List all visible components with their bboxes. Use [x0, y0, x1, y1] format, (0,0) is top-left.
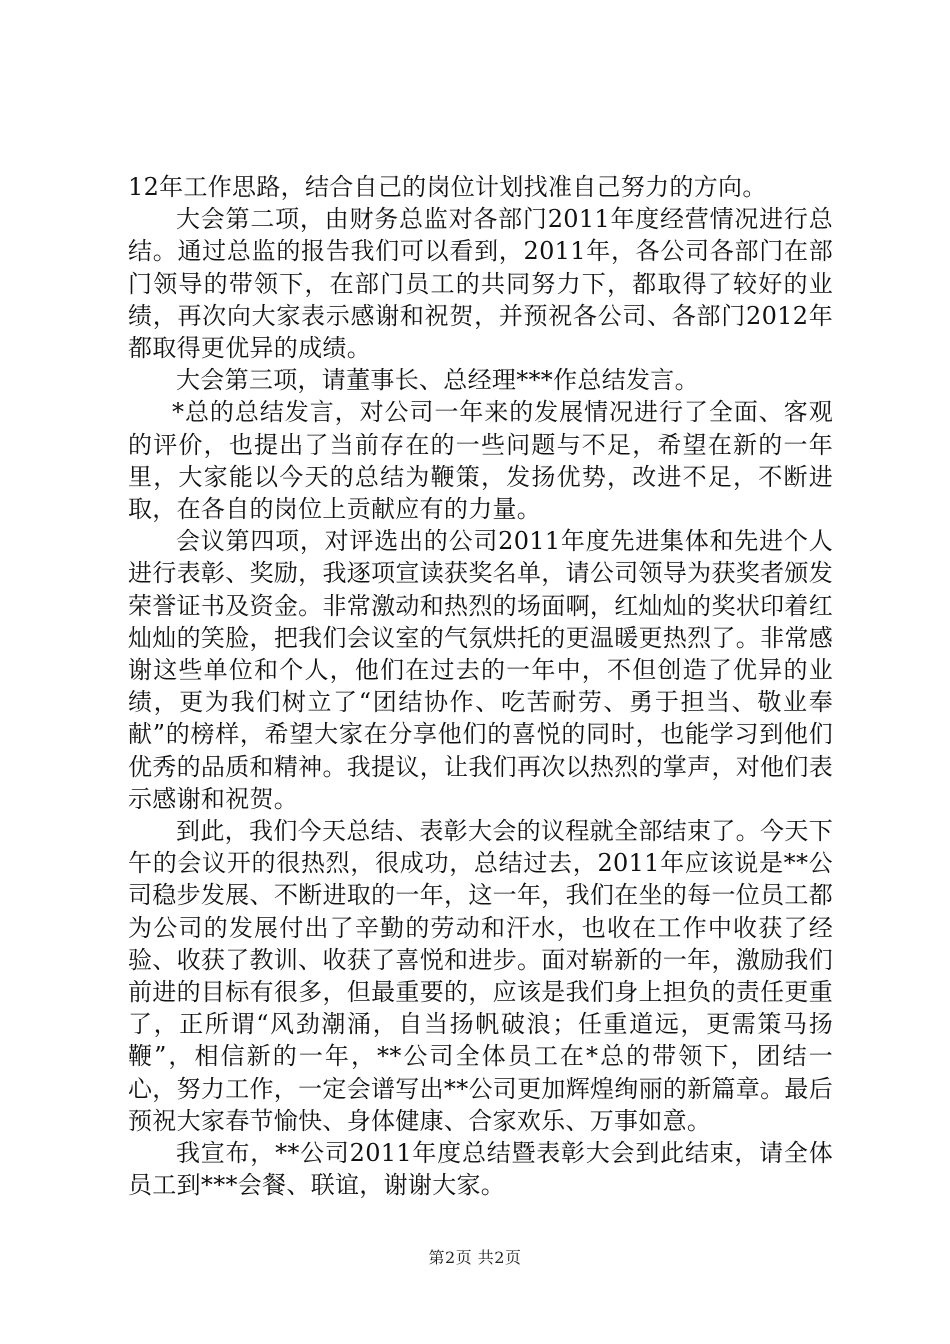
paragraph-continuation: 12年工作思路，结合自己的岗位计划找准自己努力的方向。 — [128, 173, 767, 201]
page-number-footer: 第2页 共2页 — [428, 1248, 522, 1267]
paragraph-item-four: 会议第四项，对评选出的公司2011年度先进集体和先进个人进行表彰、奖励，我逐项宣读获奖名单，请公司领导为获奖者颁发荣誉证书及资金。非常激动和热烈的场面啊，红灿灿的奖状印着红灿灿的笑脸，把我们会议室的气氛烘托的更温暖更热烈了。非常感谢这些单位和个人，他们在过去的一年中，不但创造了优异的业绩，更为我们树立了“团结协作、吃苦耐劳、勇于担当、敬业奉献”的榜样，希望大家在分享他们的喜悦的同时，也能学习到他们优秀的品质和精神。我提议，让我们再次以热烈的掌声，对他们表示感谢和祝贺。 — [128, 527, 833, 813]
paragraph-announcement: 我宣布，**公司2011年度总结暨表彰大会到此结束，请全体员工到***会餐、联谊，谢谢大家。 — [128, 1139, 833, 1200]
paragraph-closing-summary: 到此，我们今天总结、表彰大会的议程就全部结束了。今天下午的会议开的很热烈，很成功，总结过去，2011年应该说是**公司稳步发展、不断进取的一年，这一年，我们在坐的每一位员工都为公司的发展付出了辛勤的劳动和汗水，也收在工作中收获了经验、收获了教训、收获了喜悦和进步。面对崭新的一年，激励我们前进的目标有很多，但最重要的，应该是我们身上担负的责任更重了，正所谓“风劲潮涌，自当扬帆破浪；任重道远，更需策马扬鞭”，相信新的一年，**公司全体员工在*总的带领下，团结一心，努力工作，一定会谱写出**公司更加辉煌绚丽的新篇章。最后预祝大家春节愉快、身体健康、合家欢乐、万事如意。 — [128, 817, 833, 1135]
document-body — [128, 171, 833, 1202]
paragraph-item-three: 大会第三项，请董事长、总经理***作总结发言。 — [176, 366, 699, 395]
paragraph-chairman-speech: *总的总结发言，对公司一年来的发展情况进行了全面、客观的评价，也提出了当前存在的一些问题与不足，希望在新的一年里，大家能以今天的总结为鞭策，发扬优势，改进不足，不断进取，在各自的岗位上贡献应有的力量。 — [128, 398, 833, 524]
paragraph-item-two: 大会第二项，由财务总监对各部门2011年度经营情况进行总结。通过总监的报告我们可以看到，2011年，各公司各部门在部门领导的带领下，在部门员工的共同努力下，都取得了较好的业绩，再次向大家表示感谢和祝贺，并预祝各公司、各部门2012年都取得更优异的成绩。 — [128, 205, 833, 363]
